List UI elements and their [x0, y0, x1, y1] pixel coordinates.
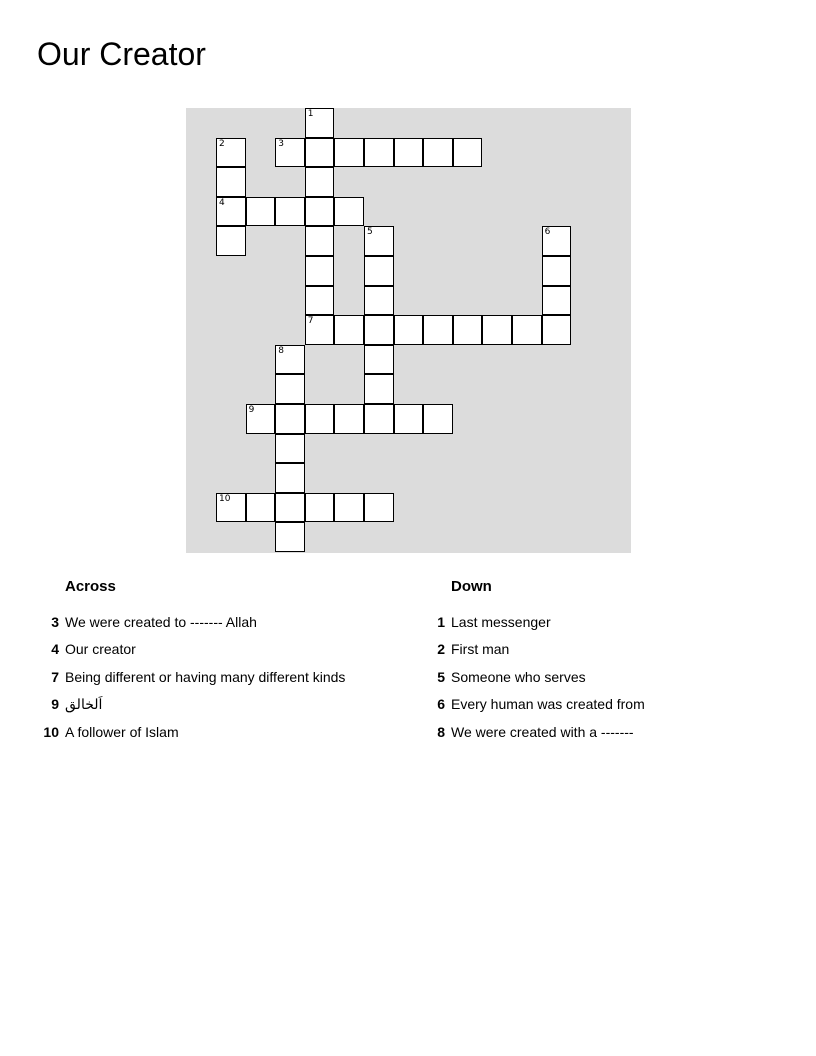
clue-text: Our creator: [65, 641, 136, 658]
across-clue: [37, 663, 407, 691]
crossword-cell[interactable]: [246, 197, 276, 227]
crossword-cell[interactable]: [275, 345, 305, 375]
down-clue: [423, 691, 793, 719]
crossword-cell[interactable]: [364, 345, 394, 375]
page-title: Our Creator: [37, 36, 206, 72]
crossword-cell[interactable]: [334, 493, 364, 523]
crossword-cell[interactable]: [364, 256, 394, 286]
clue-text: Last messenger: [451, 613, 551, 630]
cell-number: 10: [219, 493, 231, 504]
cell-number: 9: [248, 405, 255, 415]
crossword-cell[interactable]: [453, 138, 483, 168]
cell-number: 8: [278, 345, 284, 356]
crossword-cell[interactable]: [364, 226, 394, 256]
across-clues: [37, 574, 407, 746]
down-heading: Down: [451, 578, 492, 595]
across-clue: [37, 608, 407, 636]
crossword-cell[interactable]: [453, 315, 483, 345]
crossword-cell[interactable]: [364, 315, 394, 345]
crossword-cell[interactable]: [275, 463, 305, 493]
crossword-cell[interactable]: [394, 138, 424, 168]
crossword-cell[interactable]: [334, 197, 364, 227]
crossword-cell[interactable]: [334, 404, 364, 434]
crossword-cell[interactable]: [364, 404, 394, 434]
crossword-cell[interactable]: [305, 138, 335, 168]
across-clue: [37, 636, 407, 664]
clue-number: 2: [437, 641, 445, 658]
cell-number: 2: [219, 138, 225, 149]
down-clue: [423, 718, 793, 746]
crossword-cell[interactable]: [542, 286, 572, 316]
crossword-cell[interactable]: [542, 256, 572, 286]
crossword-cell[interactable]: [305, 404, 335, 434]
crossword-cell[interactable]: [542, 226, 572, 256]
clue-text: A follower of Islam: [65, 723, 179, 740]
crossword-cell[interactable]: [275, 522, 305, 552]
crossword-cell[interactable]: [305, 315, 335, 345]
crossword-cell[interactable]: [305, 493, 335, 523]
crossword-cell[interactable]: [216, 226, 246, 256]
crossword-cell[interactable]: [275, 404, 305, 434]
clue-number: 9: [51, 696, 59, 713]
crossword-cell[interactable]: [246, 404, 276, 434]
across-clue: [37, 718, 407, 746]
crossword-cell[interactable]: [216, 197, 246, 227]
clue-text: Every human was created from: [451, 696, 645, 713]
crossword-cell[interactable]: [275, 138, 305, 168]
cell-number: 7: [307, 316, 314, 327]
crossword-cell[interactable]: [275, 434, 305, 464]
crossword-cell[interactable]: [305, 256, 335, 286]
crossword-cell[interactable]: [305, 197, 335, 227]
cell-number: 1: [307, 109, 314, 119]
across-clue: [37, 691, 407, 719]
clue-number: 4: [51, 641, 59, 658]
crossword-cell[interactable]: [216, 138, 246, 168]
down-clues: [423, 574, 793, 746]
across-heading: Across: [65, 578, 116, 595]
crossword-cell[interactable]: [305, 108, 335, 138]
crossword-cell[interactable]: [423, 138, 453, 168]
crossword-cell[interactable]: [423, 315, 453, 345]
crossword-cell[interactable]: [334, 315, 364, 345]
crossword-cell[interactable]: [216, 493, 246, 523]
crossword-cell[interactable]: [305, 286, 335, 316]
crossword-cell[interactable]: [275, 374, 305, 404]
clue-number: 7: [51, 668, 59, 685]
crossword-cell[interactable]: [394, 404, 424, 434]
down-clue: [423, 636, 793, 664]
crossword-cell[interactable]: [275, 197, 305, 227]
cell-number: 5: [367, 227, 373, 238]
clue-text: Someone who serves: [451, 668, 586, 685]
cell-number: 4: [219, 197, 225, 208]
crossword-cell[interactable]: [364, 493, 394, 523]
crossword-grid: [186, 108, 631, 553]
clue-number: 6: [437, 696, 445, 713]
crossword-cell[interactable]: [364, 286, 394, 316]
clue-text: We were created with a -------: [451, 723, 634, 740]
crossword-cell[interactable]: [305, 226, 335, 256]
clue-text: Being different or having many different kinds: [65, 668, 346, 685]
clue-text: اَلخالق: [65, 695, 103, 712]
crossword-cell[interactable]: [275, 493, 305, 523]
crossword-cell[interactable]: [364, 374, 394, 404]
clue-number: 5: [437, 668, 445, 685]
crossword-cell[interactable]: [305, 167, 335, 197]
crossword-cell[interactable]: [334, 138, 364, 168]
clue-text: First man: [451, 641, 510, 658]
cell-number: 6: [544, 227, 551, 238]
clue-number: 1: [437, 613, 445, 630]
crossword-cell[interactable]: [542, 315, 572, 345]
down-clue: [423, 663, 793, 691]
crossword-cell[interactable]: [364, 138, 394, 168]
clue-number: 10: [43, 723, 59, 740]
crossword-cell[interactable]: [482, 315, 512, 345]
crossword-cell[interactable]: [246, 493, 276, 523]
crossword-cell[interactable]: [394, 315, 424, 345]
down-clue: [423, 608, 793, 636]
clue-text: We were created to ------- Allah: [65, 613, 257, 630]
clue-number: 8: [437, 723, 445, 740]
crossword-cell[interactable]: [512, 315, 542, 345]
clue-number: 3: [51, 613, 59, 630]
crossword-cell[interactable]: [423, 404, 453, 434]
crossword-cell[interactable]: [216, 167, 246, 197]
cell-number: 3: [278, 138, 284, 149]
